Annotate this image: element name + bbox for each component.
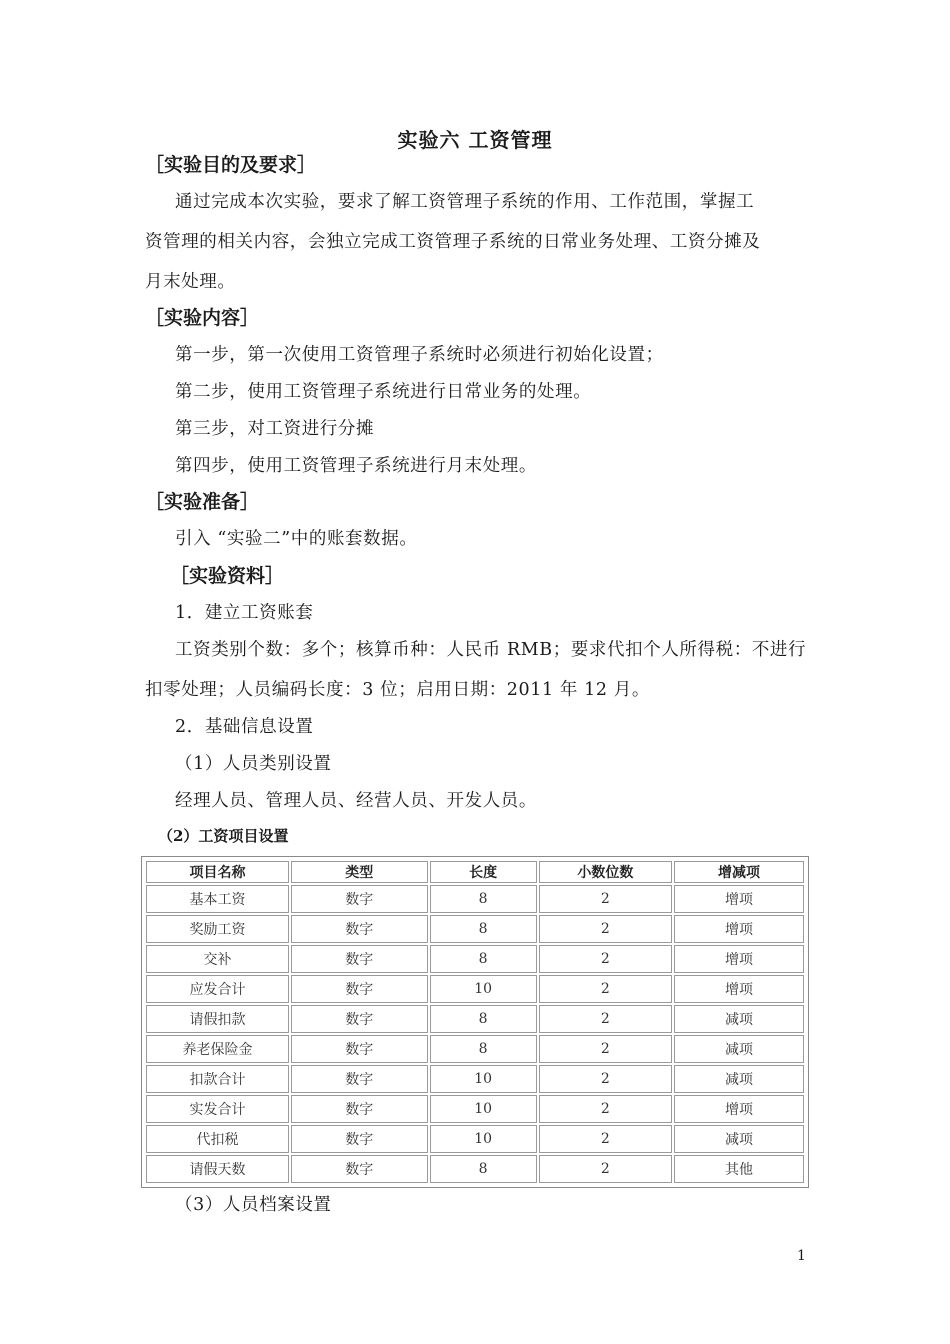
table-header-row bbox=[146, 861, 804, 883]
document-title: 实验六 工资管理 bbox=[397, 128, 553, 152]
cell-item-name: 奖励工资 bbox=[146, 915, 289, 943]
material-item-1-line-2: 扣零处理；人员编码长度：3 位；启用日期：2011 年 12 月。 bbox=[145, 680, 650, 700]
cell-item-name: 请假天数 bbox=[146, 1155, 289, 1183]
cell-item-name: 应发合计 bbox=[146, 975, 289, 1003]
cell-type: 数字 bbox=[291, 1005, 428, 1033]
cell-length: 8 bbox=[430, 1005, 537, 1033]
content-step-1: 第一步，第一次使用工资管理子系统时必须进行初始化设置； bbox=[175, 345, 664, 365]
cell-inc-dec: 增项 bbox=[674, 975, 804, 1003]
cell-length: 8 bbox=[430, 885, 537, 913]
material-item-1: 1．建立工资账套 bbox=[175, 603, 314, 623]
cell-item-name: 代扣税 bbox=[146, 1125, 289, 1153]
table-row bbox=[146, 1005, 804, 1033]
cell-item-name: 交补 bbox=[146, 945, 289, 973]
cell-type: 数字 bbox=[291, 915, 428, 943]
cell-decimals: 2 bbox=[539, 915, 672, 943]
material-sub-1-text: 经理人员、管理人员、经营人员、开发人员。 bbox=[175, 791, 537, 811]
cell-item-name: 基本工资 bbox=[146, 885, 289, 913]
cell-inc-dec: 减项 bbox=[674, 1005, 804, 1033]
cell-type: 数字 bbox=[291, 1155, 428, 1183]
content-step-2: 第二步，使用工资管理子系统进行日常业务的处理。 bbox=[175, 382, 592, 402]
table-row bbox=[146, 945, 804, 973]
header-decimals: 小数位数 bbox=[539, 861, 672, 883]
table-row bbox=[146, 915, 804, 943]
cell-inc-dec: 减项 bbox=[674, 1035, 804, 1063]
cell-item-name: 养老保险金 bbox=[146, 1035, 289, 1063]
cell-type: 数字 bbox=[291, 1125, 428, 1153]
cell-decimals: 2 bbox=[539, 945, 672, 973]
page-number: 1 bbox=[797, 1248, 806, 1264]
section-heading-prep: ［实验准备］ bbox=[145, 491, 260, 513]
cell-inc-dec: 增项 bbox=[674, 915, 804, 943]
header-inc-dec: 增减项 bbox=[674, 861, 804, 883]
cell-type: 数字 bbox=[291, 945, 428, 973]
cell-length: 10 bbox=[430, 1065, 537, 1093]
cell-type: 数字 bbox=[291, 885, 428, 913]
cell-type: 数字 bbox=[291, 975, 428, 1003]
table-row bbox=[146, 975, 804, 1003]
table-row bbox=[146, 885, 804, 913]
cell-type: 数字 bbox=[291, 1065, 428, 1093]
cell-length: 8 bbox=[430, 945, 537, 973]
cell-decimals: 2 bbox=[539, 1125, 672, 1153]
cell-decimals: 2 bbox=[539, 1155, 672, 1183]
material-sub-2: （2）工资项目设置 bbox=[158, 827, 289, 845]
cell-decimals: 2 bbox=[539, 1005, 672, 1033]
material-item-1-line-1: 工资类别个数：多个；核算币种：人民币 RMB；要求代扣个人所得税：不进行 bbox=[175, 640, 807, 660]
cell-decimals: 2 bbox=[539, 1035, 672, 1063]
cell-decimals: 2 bbox=[539, 1065, 672, 1093]
cell-length: 8 bbox=[430, 915, 537, 943]
cell-inc-dec: 减项 bbox=[674, 1125, 804, 1153]
section-heading-goal: ［实验目的及要求］ bbox=[145, 154, 317, 176]
cell-length: 10 bbox=[430, 1095, 537, 1123]
section-heading-content: ［实验内容］ bbox=[145, 307, 260, 329]
cell-decimals: 2 bbox=[539, 1095, 672, 1123]
section-heading-material: ［实验资料］ bbox=[170, 565, 285, 587]
cell-length: 10 bbox=[430, 1125, 537, 1153]
content-step-4: 第四步，使用工资管理子系统进行月末处理。 bbox=[175, 456, 537, 476]
cell-inc-dec: 其他 bbox=[674, 1155, 804, 1183]
goal-line-2: 资管理的相关内容，会独立完成工资管理子系统的日常业务处理、工资分摊及 bbox=[145, 232, 761, 252]
table-row bbox=[146, 1095, 804, 1123]
cell-inc-dec: 增项 bbox=[674, 885, 804, 913]
cell-inc-dec: 减项 bbox=[674, 1065, 804, 1093]
material-item-2: 2．基础信息设置 bbox=[175, 717, 314, 737]
table-row bbox=[146, 1035, 804, 1063]
cell-item-name: 扣款合计 bbox=[146, 1065, 289, 1093]
cell-inc-dec: 增项 bbox=[674, 945, 804, 973]
cell-length: 10 bbox=[430, 975, 537, 1003]
cell-length: 8 bbox=[430, 1155, 537, 1183]
goal-line-1: 通过完成本次实验，要求了解工资管理子系统的作用、工作范围，掌握工 bbox=[175, 192, 755, 212]
table-row bbox=[146, 1125, 804, 1153]
header-item-name: 项目名称 bbox=[146, 861, 289, 883]
prep-text: 引入 “实验二”中的账套数据。 bbox=[175, 529, 418, 549]
content-step-3: 第三步，对工资进行分摊 bbox=[175, 419, 375, 439]
cell-item-name: 请假扣款 bbox=[146, 1005, 289, 1033]
header-type: 类型 bbox=[291, 861, 428, 883]
cell-item-name: 实发合计 bbox=[146, 1095, 289, 1123]
table-row bbox=[146, 1155, 804, 1183]
cell-type: 数字 bbox=[291, 1035, 428, 1063]
salary-items-table bbox=[141, 856, 809, 1188]
cell-length: 8 bbox=[430, 1035, 537, 1063]
material-sub-3: （3）人员档案设置 bbox=[175, 1195, 332, 1215]
header-length: 长度 bbox=[430, 861, 537, 883]
cell-type: 数字 bbox=[291, 1095, 428, 1123]
table-row bbox=[146, 1065, 804, 1093]
cell-decimals: 2 bbox=[539, 975, 672, 1003]
cell-decimals: 2 bbox=[539, 885, 672, 913]
cell-inc-dec: 增项 bbox=[674, 1095, 804, 1123]
goal-line-3: 月末处理。 bbox=[145, 272, 236, 292]
material-sub-1: （1）人员类别设置 bbox=[175, 754, 332, 774]
